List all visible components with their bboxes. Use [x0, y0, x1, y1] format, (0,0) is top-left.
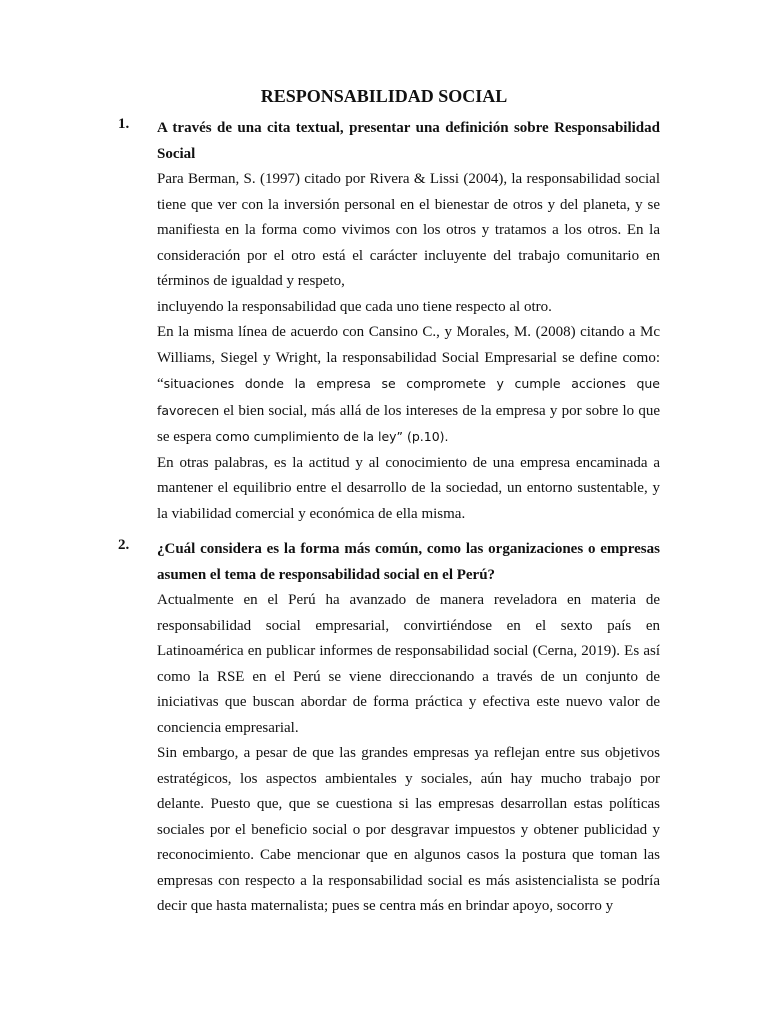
question-body — [157, 537, 660, 920]
question-2 — [120, 537, 660, 920]
quote-middle: el bien social, más allá de los intereses de la empresa y por sobre lo que se espera — [157, 402, 660, 445]
paragraph: Para Berman, S. (1997) citado por Rivera & Lissi (2004), la responsabilidad social tiene que ver con la inversión personal en el bienestar de otros y del planeta, y se manifiesta en la forma como vivimos con los otros y tratamos a los otros. En la consideración por el otro está el carácter incluyente del trabajo comunitario en términos de igualdad y respeto, — [157, 171, 660, 289]
paragraph: Actualmente en el Perú ha avanzado de manera reveladora en materia de responsabilidad social empresarial, convirtiéndose en el sexto país en Latinoamérica en publicar informes de responsabilidad social (Cerna, 2019). Es así como la RSE en el Perú se viene direccionando a través de un conjunto de iniciativas que buscan abordar de forma práctica y efectiva este nuevo valor de conciencia empresarial. — [157, 592, 660, 736]
paragraph: Sin embargo, a pesar de que las grandes empresas ya reflejan entre sus objetivos estratégicos, los aspectos ambientales y sociales, aún hay mucho trabajo por delante. Puesto que, que se cuestiona si las empresas desarrollan estas políticas sociales por el beneficio social o por desgravar impuestos y obtener publicidad y reconocimiento. Cabe mencionar que en algunos casos la postura que toman las empresas con respecto a la responsabilidad social es más asistencialista se podría decir que hasta maternalista; pues se centra más en brindar apoyo, socorro y — [157, 745, 660, 914]
quote-text: como cumplimiento de la ley” (p.10). — [215, 429, 449, 444]
question-1 — [120, 116, 660, 527]
quote-intro: En la misma línea de acuerdo con Cansino C., y Morales, M. (2008) citando a Mc Williams, Siegel y Wright, la responsabilidad Social Empresarial se define como: “ — [157, 324, 660, 392]
quote-text: situaciones donde la empresa se compromete y cumple acciones que favorecen — [157, 376, 660, 418]
question-heading: A través de una cita textual, presentar una definición sobre Responsabilidad Social — [157, 120, 660, 162]
document-title: RESPONSABILIDAD SOCIAL — [260, 86, 508, 106]
question-heading: ¿Cuál considera es la forma más común, como las organizaciones o empresas asumen el tema de responsabilidad social en el Perú? — [157, 541, 660, 583]
paragraph: incluyendo la responsabilidad que cada uno tiene respecto al otro. — [157, 298, 552, 315]
paragraph: En otras palabras, es la actitud y al conocimiento de una empresa encaminada a mantener el equilibrio entre el desarrollo de la sociedad, un entorno sustentable, y la viabilidad comercial y económica de ella misma. — [157, 454, 660, 522]
question-body — [157, 116, 660, 527]
question-number: 2. — [118, 537, 130, 553]
question-number: 1. — [118, 116, 130, 132]
paragraph-with-quote — [157, 320, 660, 451]
